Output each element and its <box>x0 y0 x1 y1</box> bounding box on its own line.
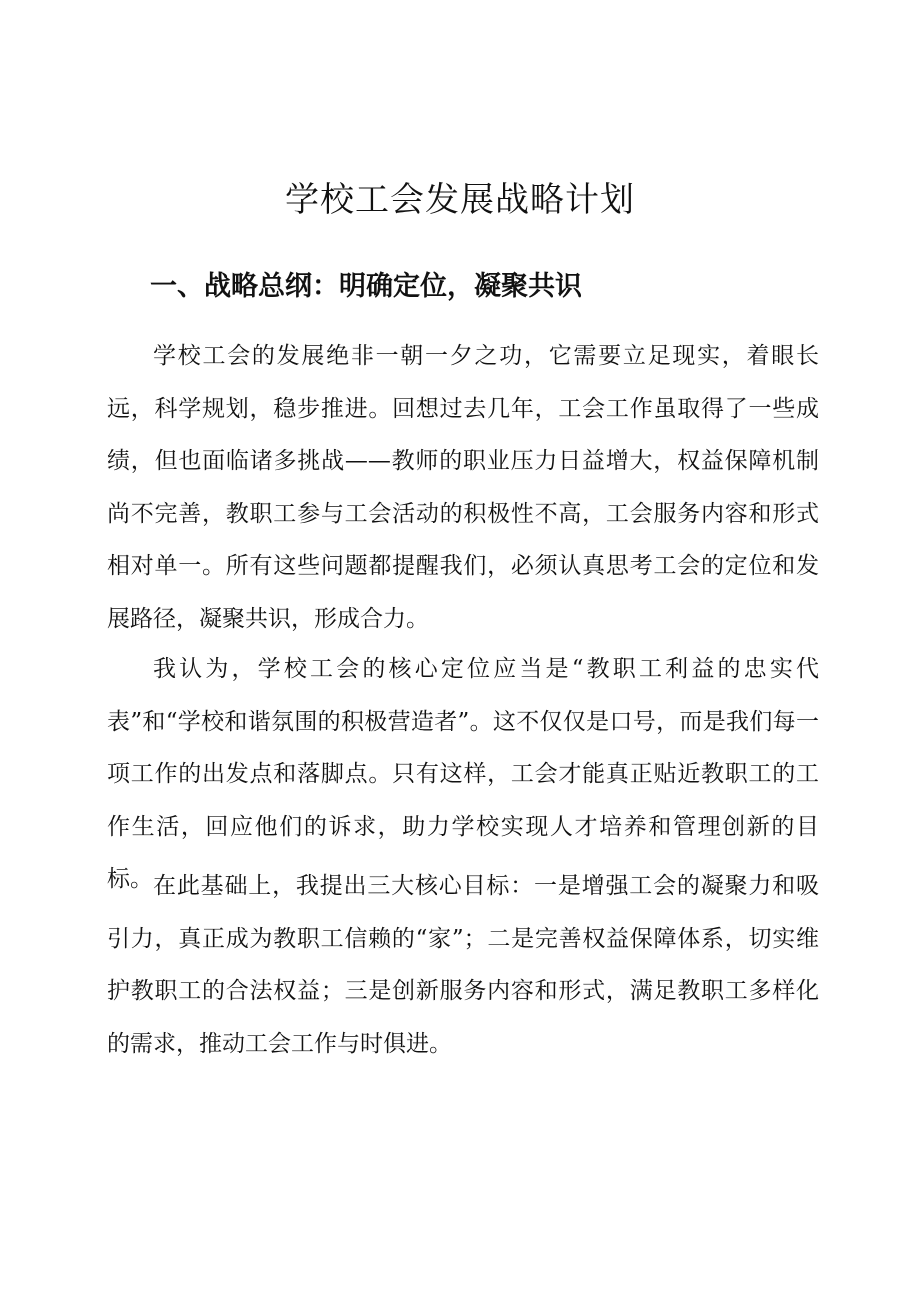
paragraph: 学校工会的发展绝非一朝一夕之功，它需要立足现实，着眼长远，科学规划，稳步推进。回想过去几年，工会工作虽取得了一些成绩，但也面临诸多挑战——教师的职业压力日益增大，权益保障机制尚不完善，教职工参与工会活动的积极性不高，工会服务内容和形式相对单一。所有这些问题都提醒我们，必须认真思考工会的定位和发展路径，凝聚共识，形成合力。 <box>107 343 819 632</box>
paragraph: 我认为，学校工会的核心定位应当是“教职工利益的忠实代表”和“学校和谐氛围的积极营造者”。这不仅仅是口号，而是我们每一项工作的出发点和落脚点。只有这样，工会才能真正贴近教职工的工作生活，回应他们的诉求，助力学校实现人才培养和管理创新的目标。 <box>107 656 819 892</box>
paragraph: 在此基础上，我提出三大核心目标：一是增强工会的凝聚力和吸引力，真正成为教职工信赖的“家”；二是完善权益保障体系，切实维护教职工的合法权益；三是创新服务内容和形式，满足教职工多样化的需求，推动工会工作与时俱进。 <box>107 873 819 1057</box>
document-title: 学校工会发展战略计划 <box>285 180 635 220</box>
section-heading: 一、战略总纲：明确定位，凝聚共识 <box>150 271 582 302</box>
